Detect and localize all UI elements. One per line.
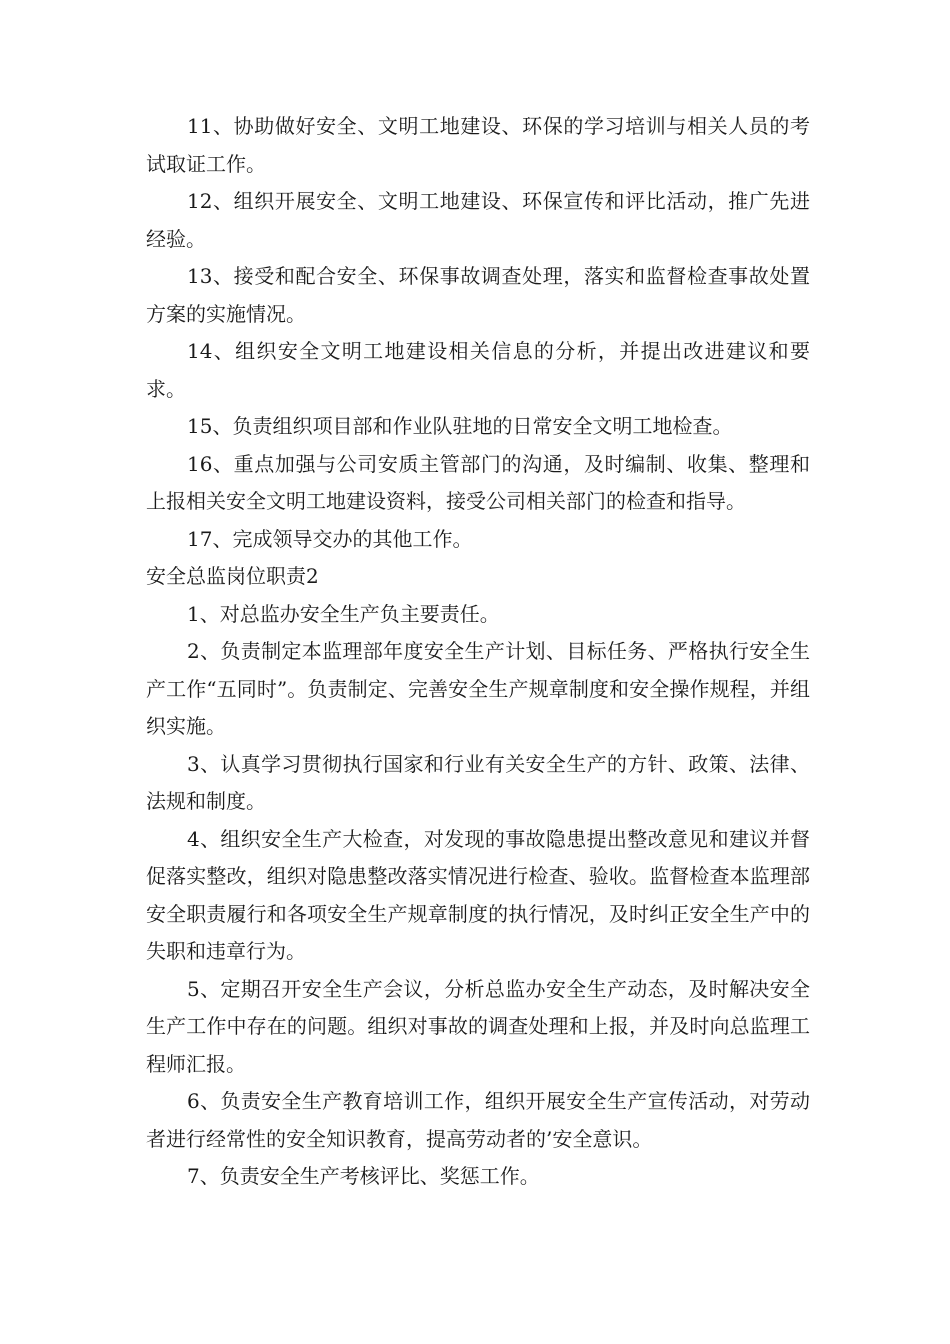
duty-item-17: 17、完成领导交办的其他工作。 (187, 526, 473, 551)
duty-item-15: 15、负责组织项目部和作业队驻地的日常安全文明工地检查。 (187, 414, 733, 438)
duty-item-11: 11、协助做好安全、文明工地建设、环保的学习培训与相关人员的考试取证工作。 (146, 114, 810, 176)
document-page (146, 108, 810, 1196)
duty-item-14: 14、组织安全文明工地建设相关信息的分析，并提出改进建议和要求。 (146, 339, 810, 401)
section-heading: 安全总监岗位职责2 (146, 564, 319, 588)
duty-item-6: 6、负责安全生产教育培训工作，组织开展安全生产宣传活动，对劳动者进行经常性的安全知识教育，提高劳动者的’安全意识。 (146, 1089, 810, 1151)
duty-item-1: 1、对总监办安全生产负主要责任。 (187, 601, 500, 626)
duty-item-13: 13、接受和配合安全、环保事故调查处理，落实和监督检查事故处置方案的实施情况。 (146, 264, 810, 326)
duty-item-4: 4、组织安全生产大检查，对发现的事故隐患提出整改意见和建议并督促落实整改，组织对隐患整改落实情况进行检查、验收。监督检查本监理部安全职责履行和各项安全生产规章制度的执行情况，及时纠正安全生产中的失职和违章行为。 (146, 826, 810, 963)
duty-item-3: 3、认真学习贯彻执行国家和行业有关安全生产的方针、政策、法律、法规和制度。 (146, 751, 810, 813)
duty-item-12: 12、组织开展安全、文明工地建设、环保宣传和评比活动，推广先进经验。 (146, 189, 810, 251)
duty-item-7: 7、负责安全生产考核评比、奖惩工作。 (187, 1164, 540, 1188)
duty-item-2: 2、负责制定本监理部年度安全生产计划、目标任务、严格执行安全生产工作“五同时”。负责制定、完善安全生产规章制度和安全操作规程，并组织实施。 (146, 639, 810, 738)
duty-item-5: 5、定期召开安全生产会议，分析总监办安全生产动态，及时解决安全生产工作中存在的问题。组织对事故的调查处理和上报，并及时向总监理工程师汇报。 (146, 976, 810, 1076)
duty-item-16: 16、重点加强与公司安质主管部门的沟通，及时编制、收集、整理和上报相关安全文明工地建设资料，接受公司相关部门的检查和指导。 (146, 451, 810, 513)
